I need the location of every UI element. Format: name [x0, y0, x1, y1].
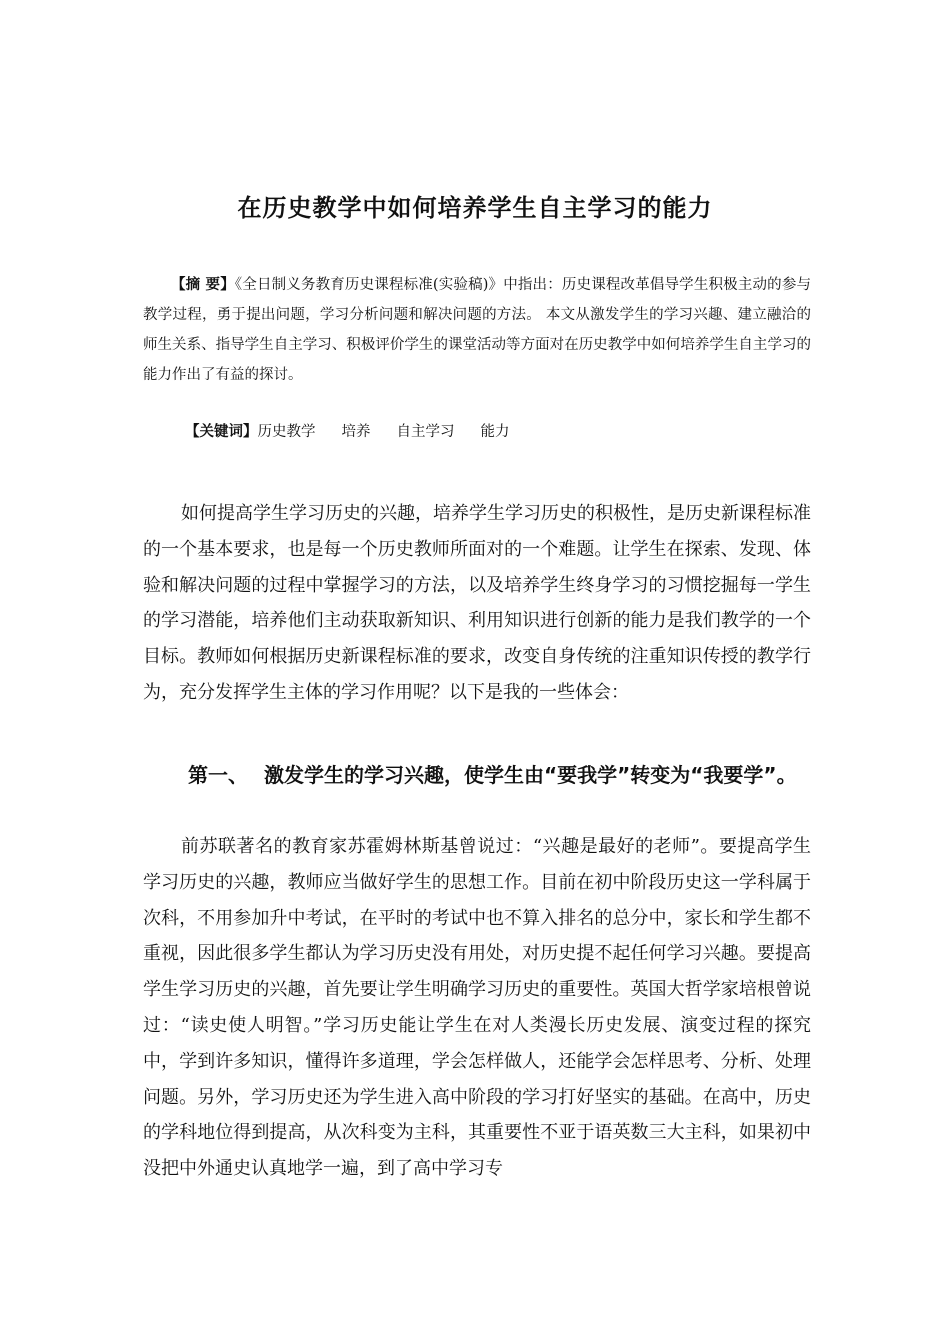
abstract-label: 【摘 要】 — [171, 277, 235, 293]
section-heading — [143, 758, 811, 793]
keyword: 历史教学 — [257, 424, 316, 440]
intro-paragraph: 如何提高学生学习历史的兴趣，培养学生学习历史的积极性，是历史新课程标准的一个基本要求，也是每一个历史教师所面对的一个难题。让学生在探索、发现、体验和解决问题的过程中掌握学习的方法，以及培养学生终身学习的习惯挖掘每一学生的学习潜能，培养他们主动获取新知识、利用知识进行创新的能力是我们教学的一个目标。教师如何根据历史新课程标准的要求，改变自身传统的注重知识传授的教学行为，充分发挥学生主体的学习作用呢？以下是我的一些体会： — [143, 503, 811, 703]
section-number: 第一、 — [188, 763, 248, 787]
abstract-block — [143, 270, 811, 390]
keyword: 培养 — [341, 424, 371, 440]
abstract-text: 《全日制义务教育历史课程标准(实验稿)》中指出：历史课程改革倡导学生积极主动的参与教学过程，勇于提出问题，学习分析问题和解决问题的方法。 本文从激发学生的学习兴趣、建立融洽的师生关系、指导学生自主学习、积极评价学生的课堂活动等方面对在历史教学中如何培养学生自主学习的能力作出了有益的探讨。 — [143, 277, 811, 383]
keywords-label: 【关键词】 — [185, 424, 258, 440]
keyword: 能力 — [480, 424, 510, 440]
section-paragraph: 前苏联著名的教育家苏霍姆林斯基曾说过：“兴趣是最好的老师”。要提高学生学习历史的兴趣，教师应当做好学生的思想工作。目前在初中阶段历史这一学科属于次科，不用参加升中考试，在平时的考试中也不算入排名的总分中，家长和学生都不重视，因此很多学生都认为学习历史没有用处，对历史提不起任何学习兴趣。要提高学生学习历史的兴趣，首先要让学生明确学习历史的重要性。英国大哲学家培根曾说过：“读史使人明智。”学习历史能让学生在对人类漫长历史发展、演变过程的探究中，学到许多知识，懂得许多道理，学会怎样做人，还能学会怎样思考、分析、处理问题。另外，学习历史还为学生进入高中阶段的学习打好坚实的基础。在高中，历史的学科地位得到提高，从次科变为主科，其重要性不亚于语英数三大主科，如果初中没把中外通史认真地学一遍，到了高中学习专 — [143, 836, 811, 1180]
section-heading-text: 激发学生的学习兴趣，使学生由“要我学”转变为“我要学”。 — [264, 763, 797, 787]
document-title: 在历史教学中如何培养学生自主学习的能力 — [237, 194, 713, 222]
keyword: 自主学习 — [396, 424, 455, 440]
keywords-line — [185, 419, 510, 445]
